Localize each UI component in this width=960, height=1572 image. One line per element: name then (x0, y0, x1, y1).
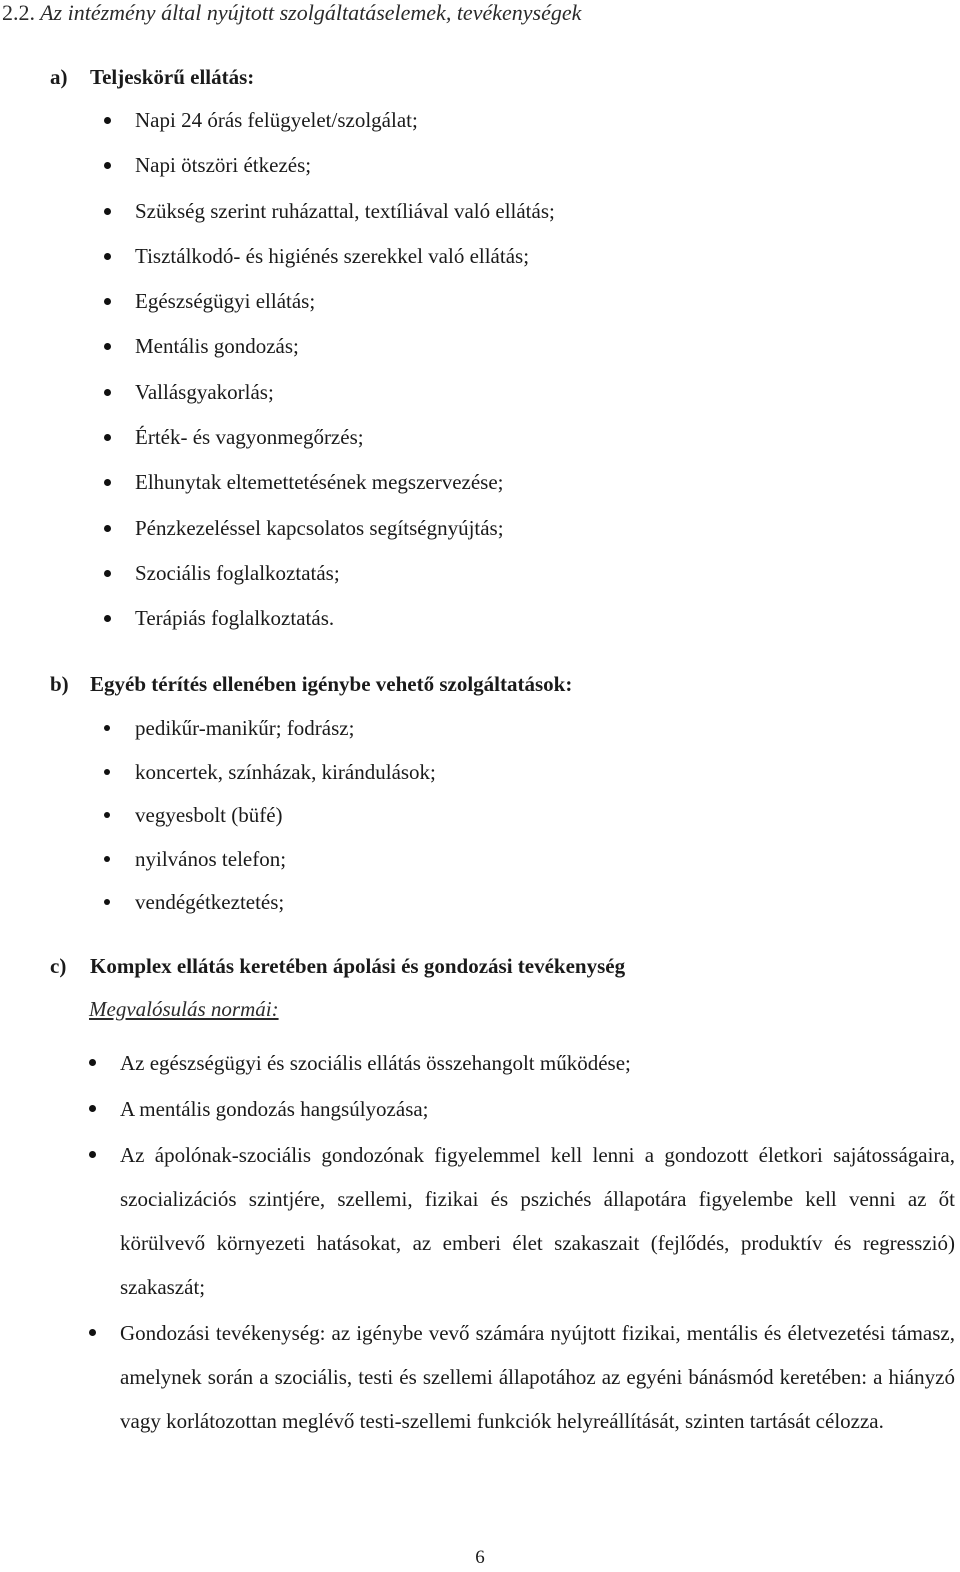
list-item-text: Tisztálkodó- és higiénés szerekkel való ellátás; (135, 243, 530, 268)
list-item-text: Gondozási tevékenység: az igénybe vevő számára nyújtott fizikai, mentális és életvezetési támasz, amelynek során a szociális, testi és szellemi állapotához az egyéni bánásmód keretében: a hiányzó vagy korlátozottan meglévő testi-szellemi funkciók helyreállítását, szinten tartását célozza. (120, 1321, 955, 1433)
list-item (135, 288, 555, 333)
list-item-text: Az ápolónak-szociális gondozónak figyelemmel kell lenni a gondozott életkori sajátosságaira, szocializációs szintjére, szellemi, fizikai és pszichés állapotára figyelembe kell venni az őt körülvevő környezeti hatásokat, az emberi élet szakaszait (fejlődés, produktív és regresszió) szakaszát; (120, 1143, 955, 1299)
section-a-title-text: Teljeskörű ellátás: (90, 65, 255, 89)
page-number: 6 (475, 1547, 485, 1568)
list-item (135, 605, 555, 650)
section-c-title-text: Komplex ellátás keretében ápolási és gondozási tevékenység (90, 954, 626, 978)
section-c-subtitle: Megvalósulás normái: (89, 997, 279, 1021)
bullet-icon (104, 162, 111, 169)
list-item (135, 515, 555, 560)
list-item (135, 802, 436, 846)
bullet-icon (104, 253, 111, 260)
bullet-icon (104, 725, 110, 731)
list-item-text: Terápiás foglalkoztatás. (135, 606, 335, 631)
bullet-icon (104, 899, 110, 905)
list-item-text: nyilvános telefon; (135, 846, 287, 871)
bullet-icon (104, 343, 111, 350)
bullet-icon (104, 298, 111, 305)
list-item-text: Érték- és vagyonmegőrzés; (135, 425, 364, 450)
list-item-text: Napi ötszöri étkezés; (135, 153, 312, 178)
section-b-letter: b) (50, 672, 69, 696)
bullet-icon (104, 434, 111, 441)
section-c-title (50, 953, 625, 979)
section-a-list (135, 107, 555, 651)
list-item (135, 846, 436, 890)
section-heading (2, 0, 581, 26)
bullet-icon (104, 479, 111, 486)
list-item-text: Napi 24 órás felügyelet/szolgálat; (135, 108, 418, 132)
list-item-text: Szükség szerint ruházattal, textíliával való ellátás; (135, 198, 555, 223)
section-b-list (135, 715, 436, 933)
section-c-letter: c) (50, 954, 67, 978)
bullet-icon (89, 1329, 96, 1336)
section-heading-text: Az intézmény által nyújtott szolgáltatáselemek, tevékenységek (35, 0, 582, 25)
list-item-text: Mentális gondozás; (135, 334, 299, 359)
list-item-text: Szociális foglalkoztatás; (135, 560, 340, 585)
bullet-icon (104, 812, 110, 818)
section-a-letter: a) (50, 65, 68, 89)
list-item-text: Vallásgyakorlás; (135, 379, 274, 404)
list-item (120, 1133, 955, 1309)
list-item-text: Pénzkezeléssel kapcsolatos segítségnyújtás; (135, 515, 504, 540)
list-item (135, 759, 436, 803)
list-item-text: Egészségügyi ellátás; (135, 289, 316, 314)
bullet-icon (104, 525, 111, 532)
list-item-text: vendégétkeztetés; (135, 890, 285, 914)
list-item-text: pedikűr-manikűr; fodrász; (135, 716, 355, 740)
bullet-icon (104, 615, 111, 622)
list-item (135, 107, 555, 152)
list-item-text: koncertek, színházak, kirándulások; (135, 759, 436, 784)
list-item-text: Elhunytak eltemettetésének megszervezése; (135, 470, 504, 495)
section-b-title (50, 671, 572, 697)
list-item (135, 243, 555, 288)
list-item (135, 560, 555, 605)
list-item (120, 1041, 955, 1085)
bullet-icon (89, 1105, 96, 1112)
bullet-icon (89, 1059, 96, 1066)
list-item (135, 152, 555, 197)
list-item (135, 333, 555, 378)
bullet-icon (104, 570, 111, 577)
list-item-text: A mentális gondozás hangsúlyozása; (120, 1097, 429, 1121)
section-number: 2.2. (2, 0, 35, 25)
list-item (135, 469, 555, 514)
list-item-text: Az egészségügyi és szociális ellátás összehangolt működése; (120, 1051, 631, 1075)
bullet-icon (104, 208, 111, 215)
list-item (120, 1087, 955, 1131)
bullet-icon (104, 117, 111, 124)
list-item (135, 424, 555, 469)
list-item (135, 715, 436, 759)
bullet-icon (89, 1151, 96, 1158)
list-item (135, 379, 555, 424)
bullet-icon (104, 389, 111, 396)
list-item (135, 198, 555, 243)
bullet-icon (104, 769, 110, 775)
bullet-icon (104, 856, 110, 862)
section-c-list (120, 1041, 955, 1445)
list-item (120, 1311, 955, 1443)
list-item (135, 889, 436, 933)
section-a-title (50, 64, 254, 90)
list-item-text: vegyesbolt (büfé) (135, 803, 283, 827)
section-b-title-text: Egyéb térítés ellenében igénybe vehető szolgáltatások: (90, 672, 573, 696)
